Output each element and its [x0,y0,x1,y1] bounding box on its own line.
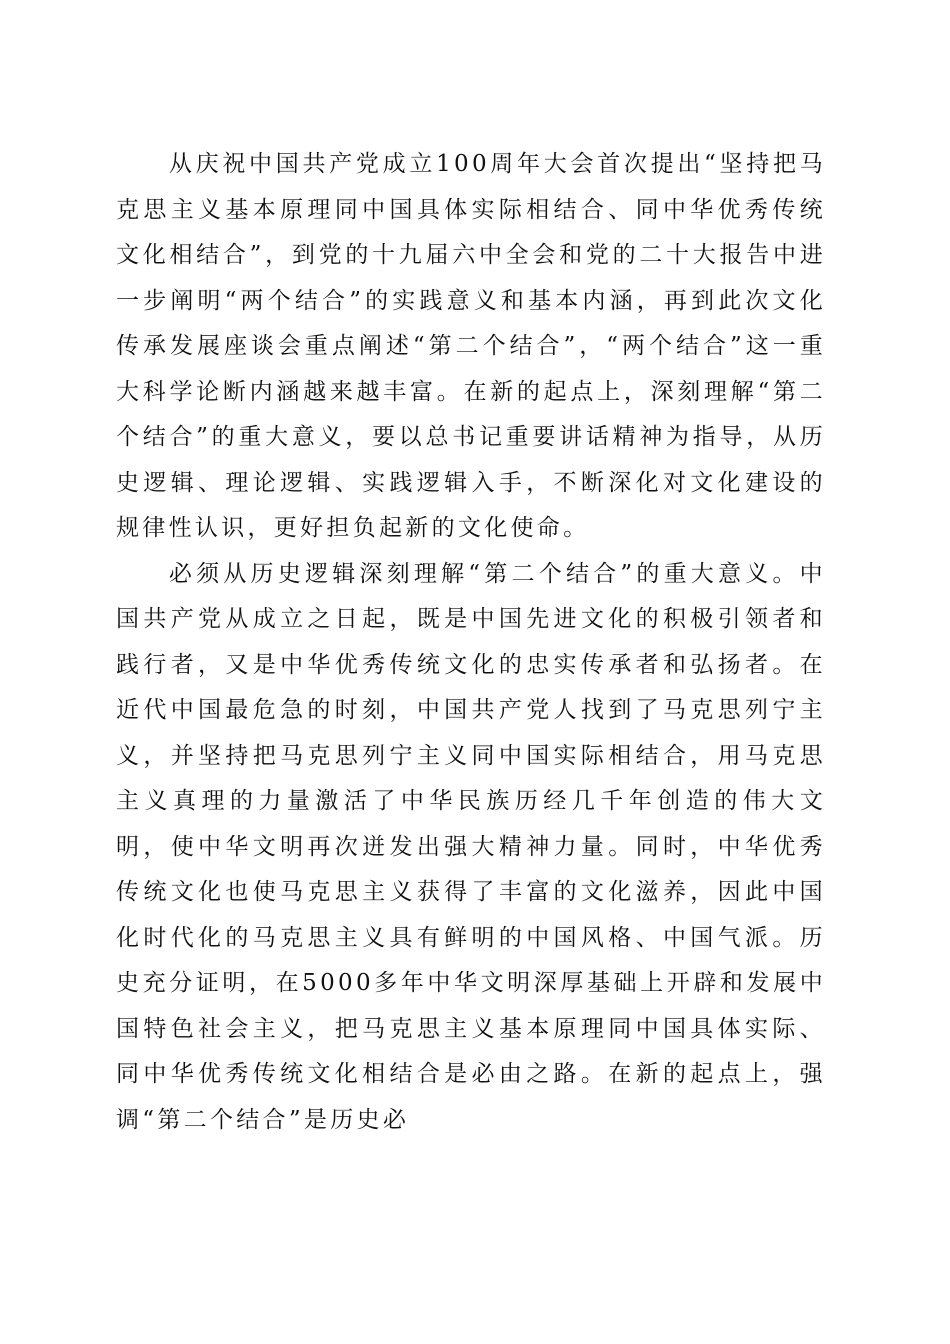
paragraph-1: 从庆祝中国共产党成立100周年大会首次提出“坚持把马克思主义基本原理同中国具体实际相结合、同中华优秀传统文化相结合”，到党的十九届六中全会和党的二十大报告中进一步阐明“两个结合”的实践意义和基本内涵，再到此次文化传承发展座谈会重点阐述“第二个结合”，“两个结合”这一重大科学论断内涵越来越丰富。在新的起点上，深刻理解“第二个结合”的重大意义，要以总书记重要讲话精神为指导，从历史逻辑、理论逻辑、实践逻辑入手，不断深化对文化建设的规律性认识，更好担负起新的文化使命。 [116,151,826,541]
document-body [116,142,826,1143]
paragraph-2: 必须从历史逻辑深刻理解“第二个结合”的重大意义。中国共产党从成立之日起，既是中国先进文化的积极引领者和践行者，又是中华优秀传统文化的忠实传承者和弘扬者。在近代中国最危急的时刻，中国共产党人找到了马克思列宁主义，并坚持把马克思列宁主义同中国实际相结合，用马克思主义真理的力量激活了中华民族历经几千年创造的伟大文明，使中华文明再次迸发出强大精神力量。同时，中华优秀传统文化也使马克思主义获得了丰富的文化滋养，因此中国化时代化的马克思主义具有鲜明的中国风格、中国气派。历史充分证明，在5000多年中华文明深厚基础上开辟和发展中国特色社会主义，把马克思主义基本原理同中国具体实际、同中华优秀传统文化相结合是必由之路。在新的起点上，强调“第二个结合”是历史必 [116,560,826,1133]
